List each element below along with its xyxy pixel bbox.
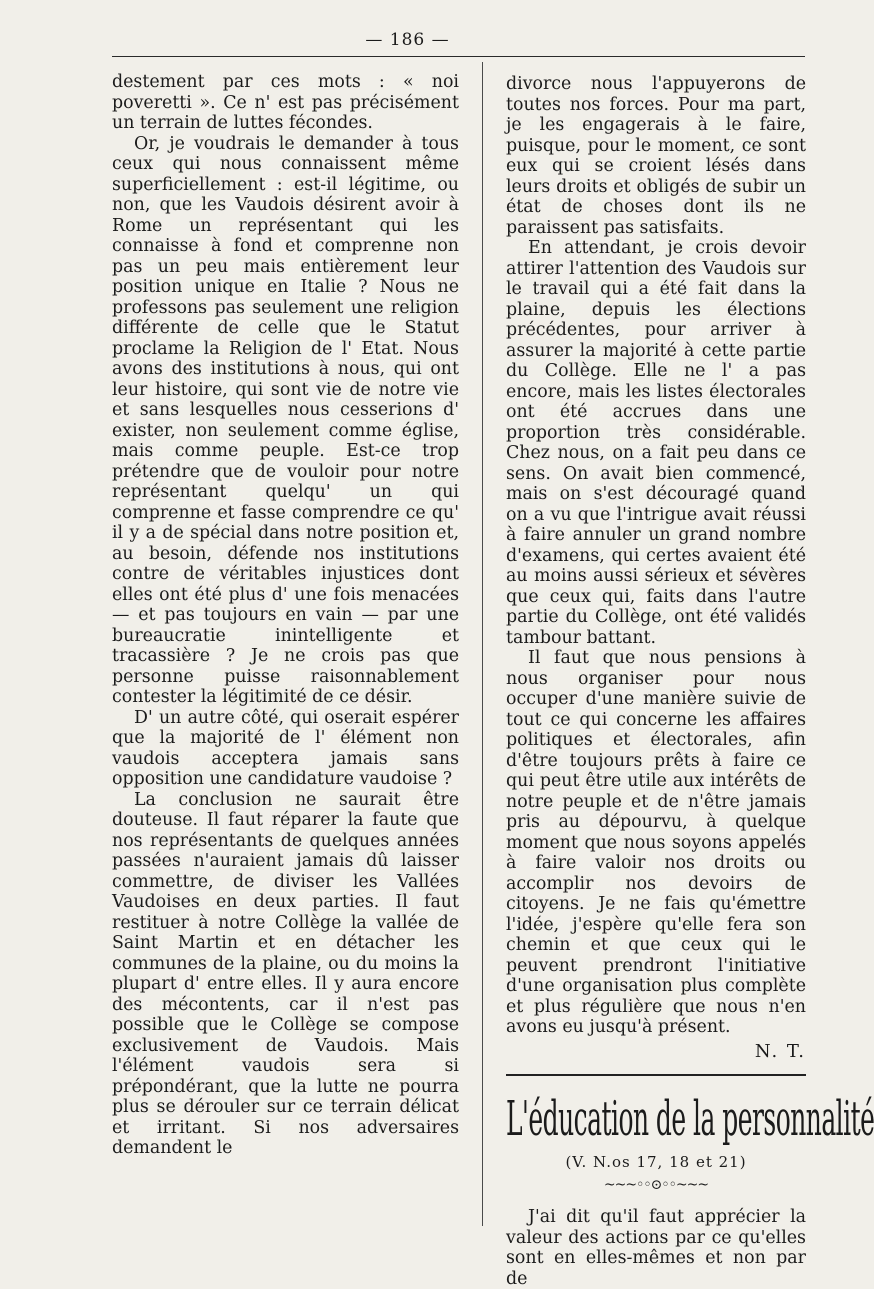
left-paragraph-3: D' un autre côté, qui oserait espérer que la majorité de l' élément non vaudois acceptera jamais sans opposition une candidature vaudoise ? xyxy=(112,707,459,789)
article-title: L'éducation de la personnalité xyxy=(506,1091,874,1147)
right-paragraph-2: En attendant, je crois devoir attirer l'attention des Vaudois sur le travail qui a été fait dans la plaine, depuis les élections précédentes, pour arriver à assurer la majorité à cette partie du Collège. Elle ne l' a pas encore, mais les listes électorales ont été accrues dans une proportion très considérable. Chez nous, on a fait peu dans ce sens. On avait bien commencé, mais on s'est découragé quand on a vu que l'intrigue avait réussi à faire annuler un grand nombre d'examens, qui certes avaient été au moins aussi sérieux et sévères que ceux qui, faits dans l'autre partie du Collège, ont été validés tambour battant. xyxy=(506,238,806,648)
right-paragraph-1: divorce nous l'appuyerons de toutes nos forces. Pour ma part, je les engagerais à le faire, puisque, pour le moment, ce sont eux qui se croient lésés dans leurs droits et obligés de subir un état de choses dont ils ne paraissent pas satisfaits. xyxy=(506,74,806,238)
right-paragraph-3: Il faut que nous pensions à nous organiser pour nous occuper d'une manière suivie de tout ce qui concerne les affaires politiques et électorales, afin d'être toujours prêts à faire ce qui peut être utile aux intérêts de notre peuple et de n'être jamais pris au dépourvu, à quelque moment que nous soyons appelés à faire valoir nos droits ou accomplir nos devoirs de citoyens. Je ne fais qu'émettre l'idée, j'espère qu'elle fera son chemin et que ceux qui le peuvent prendront l'initiative d'une organisation plus complète et plus régulière que nous n'en avons eu jusqu'à présent. xyxy=(506,648,806,1037)
column-divider xyxy=(482,62,483,1226)
left-paragraph-1: destement par ces mots : « noi poveretti ». Ce n' est pas précisément un terrain de luttes fécondes. xyxy=(112,72,459,133)
left-paragraph-2: Or, je voudrais le demander à tous ceux qui nous connaissent même superficiellement : est-il légitime, ou non, que les Vaudois désirent avoir à Rome un représentant qui les connaisse à fond et comprenne non pas un peu mais entièrement leur position unique en Italie ? Nous ne professons pas seulement une religion différente de celle que le Statut proclame la Religion de l' Etat. Nous avons des institutions à nous, qui ont leur histoire, qui sont vie de notre vie et sans lesquelles nous cesserions d' exister, non seulement comme église, mais comme peuple. Est-ce trop prétendre que de vouloir pour notre représentant quelqu' un qui comprenne et fasse comprendre ce qu' il y a de spécial dans notre position et, au besoin, défende nos institutions contre de véritables injustices dont elles ont été plus d' une fois menacées — et pas toujours en vain — par une bureaucratie inintelligente et tracassière ? Je ne crois pas que personne puisse raisonnablement contester la légitimité de ce désir. xyxy=(112,133,459,707)
article-reference: (V. N.os 17, 18 et 21) xyxy=(565,1153,747,1171)
section-divider xyxy=(506,1074,806,1076)
article-opening-paragraph: J'ai dit qu'il faut apprécier la valeur des actions par ce qu'elles sont en elles-mêmes et non par de xyxy=(506,1207,806,1289)
header-rule xyxy=(112,56,805,57)
left-paragraph-4: La conclusion ne saurait être douteuse. Il faut réparer la faute que nos représentants de quelques années passées n'auraient jamais dû laisser commettre, de diviser les Vallées Vaudoises en deux parties. Il faut restituer à notre Collège la vallée de Saint Martin et en détacher les communes de la plaine, ou du moins la plupart d' entre elles. Il y aura encore des mécontents, car il n'est pas possible que le Collège se compose exclusivement de Vaudois. Mais l'élément vaudois sera si prépondérant, que la lutte ne pourra plus se dérouler sur ce terrain délicat et irritant. Si nos adversaires demandent le xyxy=(112,789,459,1158)
ornament-divider: ~~~◦◦⊙◦◦~~~ xyxy=(603,1176,709,1193)
right-column xyxy=(506,74,874,1289)
page-number: — 186 — xyxy=(365,30,450,50)
left-column xyxy=(112,72,459,1159)
author-signature: N. T. xyxy=(754,1040,806,1062)
